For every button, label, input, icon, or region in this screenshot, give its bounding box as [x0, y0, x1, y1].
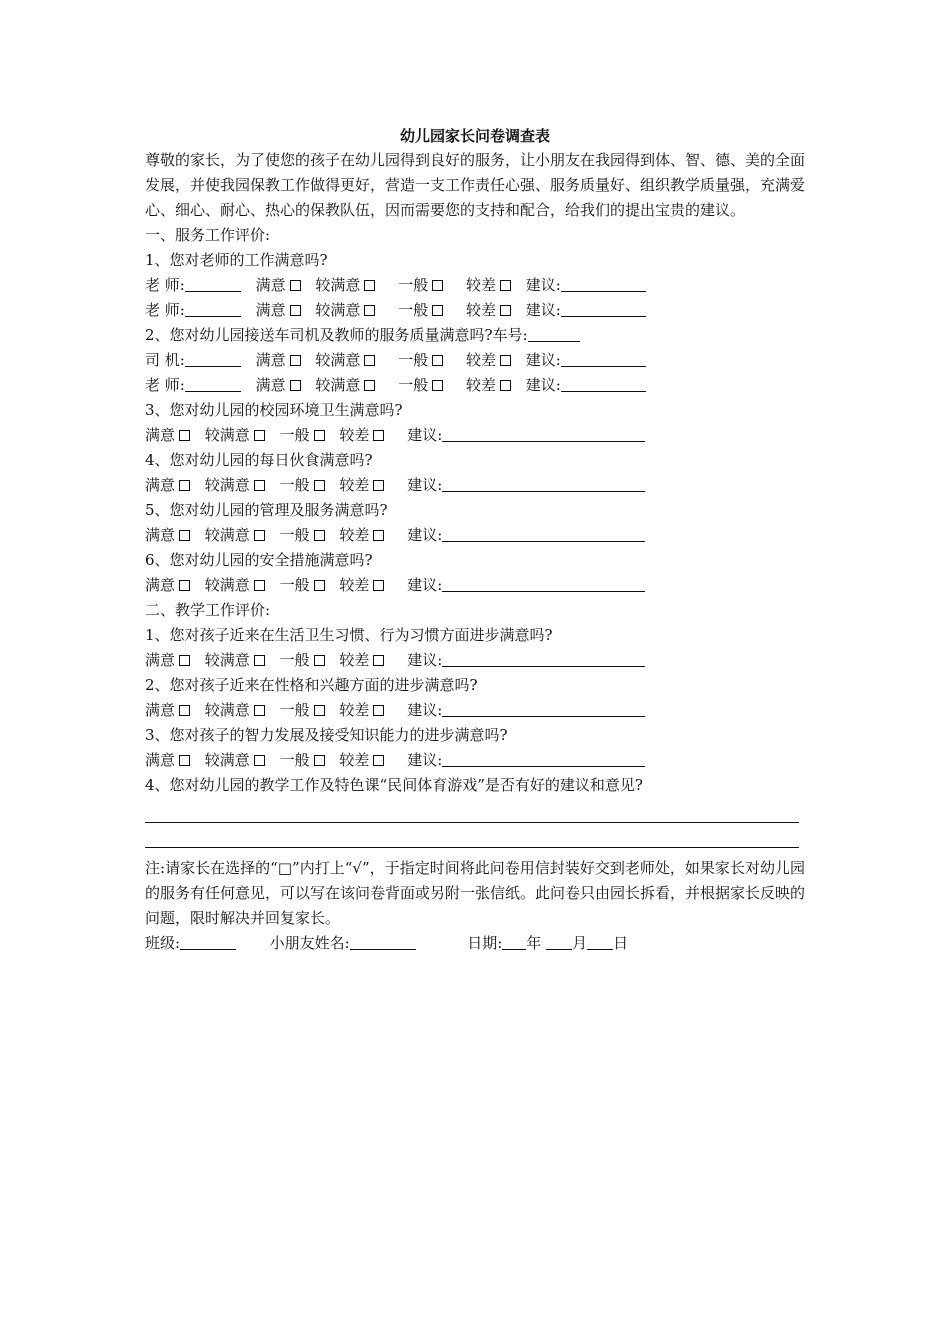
teacher-label: 老 师: [145, 301, 185, 319]
option-poor-label: 较差 [339, 751, 370, 769]
teacher-name-blank[interactable] [185, 301, 241, 317]
year-blank[interactable] [502, 934, 526, 950]
suggestion-label: 建议: [407, 526, 443, 544]
suggestion-blank[interactable] [442, 576, 645, 592]
option-poor-label: 较差 [466, 376, 497, 394]
checkbox-average[interactable] [314, 480, 325, 491]
day-label: 日 [613, 934, 629, 952]
checkbox-average[interactable] [432, 305, 443, 316]
child-name-blank[interactable] [350, 934, 416, 950]
question-1-3: 3、您对幼儿园的校园环境卫生满意吗? [145, 401, 403, 419]
checkbox-satisfied[interactable] [179, 705, 190, 716]
driver-label: 司 机: [145, 351, 185, 369]
option-satisfied-label: 满意 [145, 426, 176, 444]
option-satisfied-label: 满意 [145, 651, 176, 669]
checkbox-satisfied[interactable] [290, 305, 301, 316]
question-1-4: 4、您对幼儿园的每日伙食满意吗? [145, 451, 373, 469]
suggestion-label: 建议: [525, 351, 561, 369]
answer-line[interactable] [145, 823, 799, 848]
option-fairly-satisfied-label: 较满意 [315, 376, 361, 394]
checkbox-poor[interactable] [373, 705, 384, 716]
rating-row [145, 423, 805, 448]
suggestion-label: 建议: [407, 701, 443, 719]
suggestion-label: 建议: [525, 301, 561, 319]
rating-row [145, 473, 805, 498]
teacher-rating-row [145, 373, 805, 398]
suggestion-blank[interactable] [561, 301, 646, 317]
checkbox-fairly-satisfied[interactable] [254, 480, 265, 491]
driver-name-blank[interactable] [185, 351, 241, 367]
bus-number-blank[interactable] [528, 326, 580, 342]
option-average-label: 一般 [279, 751, 310, 769]
month-blank[interactable] [546, 934, 572, 950]
suggestion-blank[interactable] [561, 276, 646, 292]
suggestion-blank[interactable] [442, 476, 645, 492]
checkbox-satisfied[interactable] [179, 430, 190, 441]
suggestion-blank[interactable] [442, 751, 645, 767]
option-fairly-satisfied-label: 较满意 [204, 476, 250, 494]
rating-row [145, 573, 805, 598]
checkbox-poor[interactable] [500, 355, 511, 366]
option-average-label: 一般 [279, 701, 310, 719]
checkbox-poor[interactable] [373, 480, 384, 491]
checkbox-poor[interactable] [373, 655, 384, 666]
checkbox-fairly-satisfied[interactable] [364, 280, 375, 291]
option-poor-label: 较差 [466, 276, 497, 294]
option-satisfied-label: 满意 [145, 751, 176, 769]
option-average-label: 一般 [398, 376, 429, 394]
option-poor-label: 较差 [339, 426, 370, 444]
suggestion-label: 建议: [525, 276, 561, 294]
driver-rating-row [145, 348, 805, 373]
option-satisfied-label: 满意 [255, 351, 286, 369]
checkbox-fairly-satisfied[interactable] [364, 305, 375, 316]
suggestion-blank[interactable] [442, 526, 645, 542]
option-satisfied-label: 满意 [145, 526, 176, 544]
option-average-label: 一般 [398, 351, 429, 369]
option-satisfied-label: 满意 [145, 701, 176, 719]
teacher-rating-row [145, 298, 805, 323]
checkbox-average[interactable] [314, 530, 325, 541]
suggestion-label: 建议: [525, 376, 561, 394]
option-fairly-satisfied-label: 较满意 [204, 701, 250, 719]
checkbox-poor[interactable] [500, 280, 511, 291]
question-2-2: 2、您对孩子近来在性格和兴趣方面的进步满意吗? [145, 676, 478, 694]
year-label: 年 [526, 934, 542, 952]
suggestion-label: 建议: [407, 651, 443, 669]
option-satisfied-label: 满意 [255, 376, 286, 394]
checkbox-satisfied[interactable] [179, 580, 190, 591]
suggestion-blank[interactable] [442, 651, 645, 667]
option-average-label: 一般 [398, 276, 429, 294]
section2-heading: 二、教学工作评价: [145, 601, 271, 619]
question-1-1: 1、您对老师的工作满意吗? [145, 251, 328, 269]
question-2-4: 4、您对幼儿园的教学工作及特色课“民间体育游戏”是否有好的建议和意见? [145, 776, 643, 794]
checkbox-fairly-satisfied[interactable] [364, 380, 375, 391]
option-fairly-satisfied-label: 较满意 [204, 751, 250, 769]
option-poor-label: 较差 [339, 651, 370, 669]
suggestion-label: 建议: [407, 576, 443, 594]
question-1-2-text: 2、您对幼儿园接送车司机及教师的服务质量满意吗?车号: [145, 326, 528, 344]
option-average-label: 一般 [279, 426, 310, 444]
option-fairly-satisfied-label: 较满意 [204, 426, 250, 444]
checkbox-average[interactable] [432, 380, 443, 391]
checkbox-fairly-satisfied[interactable] [254, 530, 265, 541]
question-2-1: 1、您对孩子近来在生活卫生习惯、行为习惯方面进步满意吗? [145, 626, 553, 644]
child-name-label: 小朋友姓名: [269, 934, 350, 952]
checkbox-average[interactable] [314, 430, 325, 441]
option-poor-label: 较差 [339, 701, 370, 719]
suggestion-label: 建议: [407, 751, 443, 769]
date-label: 日期: [467, 934, 503, 952]
question-1-2 [145, 323, 805, 348]
suggestion-label: 建议: [407, 476, 443, 494]
checkbox-average[interactable] [314, 655, 325, 666]
option-average-label: 一般 [279, 476, 310, 494]
checkbox-satisfied[interactable] [290, 355, 301, 366]
intro-paragraph: 尊敬的家长，为了使您的孩子在幼儿园得到良好的服务，让小朋友在我园得到体、智、德、美的全面发展，并使我园保教工作做得更好，营造一支工作责任心强、服务质量好、组织教学质量强，充满爱心、细心、耐心、热心的保教队伍，因而需要您的支持和配合，给我们的提出宝贵的建议。 [145, 151, 806, 219]
option-poor-label: 较差 [466, 301, 497, 319]
option-satisfied-label: 满意 [255, 301, 286, 319]
option-fairly-satisfied-label: 较满意 [204, 651, 250, 669]
month-label: 月 [572, 934, 588, 952]
checkbox-poor[interactable] [373, 430, 384, 441]
option-poor-label: 较差 [466, 351, 497, 369]
section1-heading: 一、服务工作评价: [145, 226, 271, 244]
checkbox-satisfied[interactable] [179, 530, 190, 541]
teacher-name-blank[interactable] [185, 276, 241, 292]
rating-row [145, 748, 805, 773]
rating-row [145, 523, 805, 548]
checkbox-average[interactable] [314, 705, 325, 716]
checkbox-fairly-satisfied[interactable] [254, 655, 265, 666]
answer-line[interactable] [145, 798, 799, 823]
suggestion-blank[interactable] [442, 426, 645, 442]
rating-row [145, 698, 805, 723]
suggestion-blank[interactable] [442, 701, 645, 717]
teacher-name-blank[interactable] [185, 376, 241, 392]
question-1-6: 6、您对幼儿园的安全措施满意吗? [145, 551, 373, 569]
option-average-label: 一般 [279, 651, 310, 669]
checkbox-satisfied[interactable] [179, 480, 190, 491]
option-poor-label: 较差 [339, 576, 370, 594]
option-average-label: 一般 [279, 526, 310, 544]
checkbox-satisfied[interactable] [290, 280, 301, 291]
checkbox-satisfied[interactable] [179, 755, 190, 766]
option-satisfied-label: 满意 [145, 476, 176, 494]
option-satisfied-label: 满意 [255, 276, 286, 294]
questionnaire-page [145, 126, 805, 956]
question-2-3: 3、您对孩子的智力发展及接受知识能力的进步满意吗? [145, 726, 508, 744]
option-fairly-satisfied-label: 较满意 [204, 576, 250, 594]
checkbox-poor[interactable] [500, 305, 511, 316]
option-satisfied-label: 满意 [145, 576, 176, 594]
note-paragraph: 注:请家长在选择的“□”内打上“√”，于指定时间将此问卷用信封装好交到老师处，如果家长对幼儿园的服务有任何意见，可以写在该问卷背面或另附一张信纸。此问卷只由园长拆看，并根据家长反映的问题，限时解决并回复家长。 [145, 859, 806, 927]
checkbox-fairly-satisfied[interactable] [254, 430, 265, 441]
checkbox-satisfied[interactable] [179, 655, 190, 666]
suggestion-blank[interactable] [561, 376, 646, 392]
teacher-label: 老 师: [145, 276, 185, 294]
checkbox-fairly-satisfied[interactable] [364, 355, 375, 366]
teacher-label: 老 师: [145, 376, 185, 394]
option-fairly-satisfied-label: 较满意 [315, 276, 361, 294]
page-title: 幼儿园家长问卷调查表 [399, 127, 550, 145]
checkbox-poor[interactable] [373, 755, 384, 766]
footer-row [145, 931, 805, 956]
checkbox-poor[interactable] [373, 530, 384, 541]
option-fairly-satisfied-label: 较满意 [315, 351, 361, 369]
option-poor-label: 较差 [339, 526, 370, 544]
checkbox-fairly-satisfied[interactable] [254, 580, 265, 591]
teacher-rating-row [145, 273, 805, 298]
class-label: 班级: [145, 934, 181, 952]
class-blank[interactable] [180, 934, 236, 950]
option-fairly-satisfied-label: 较满意 [315, 301, 361, 319]
option-fairly-satisfied-label: 较满意 [204, 526, 250, 544]
option-average-label: 一般 [279, 576, 310, 594]
checkbox-satisfied[interactable] [290, 380, 301, 391]
day-blank[interactable] [587, 934, 613, 950]
option-poor-label: 较差 [339, 476, 370, 494]
option-average-label: 一般 [398, 301, 429, 319]
checkbox-average[interactable] [314, 580, 325, 591]
checkbox-average[interactable] [432, 355, 443, 366]
checkbox-average[interactable] [432, 280, 443, 291]
checkbox-fairly-satisfied[interactable] [254, 705, 265, 716]
checkbox-poor[interactable] [373, 580, 384, 591]
checkbox-poor[interactable] [500, 380, 511, 391]
suggestion-blank[interactable] [561, 351, 646, 367]
suggestion-label: 建议: [407, 426, 443, 444]
rating-row [145, 648, 805, 673]
checkbox-fairly-satisfied[interactable] [254, 755, 265, 766]
question-1-5: 5、您对幼儿园的管理及服务满意吗? [145, 501, 388, 519]
checkbox-average[interactable] [314, 755, 325, 766]
